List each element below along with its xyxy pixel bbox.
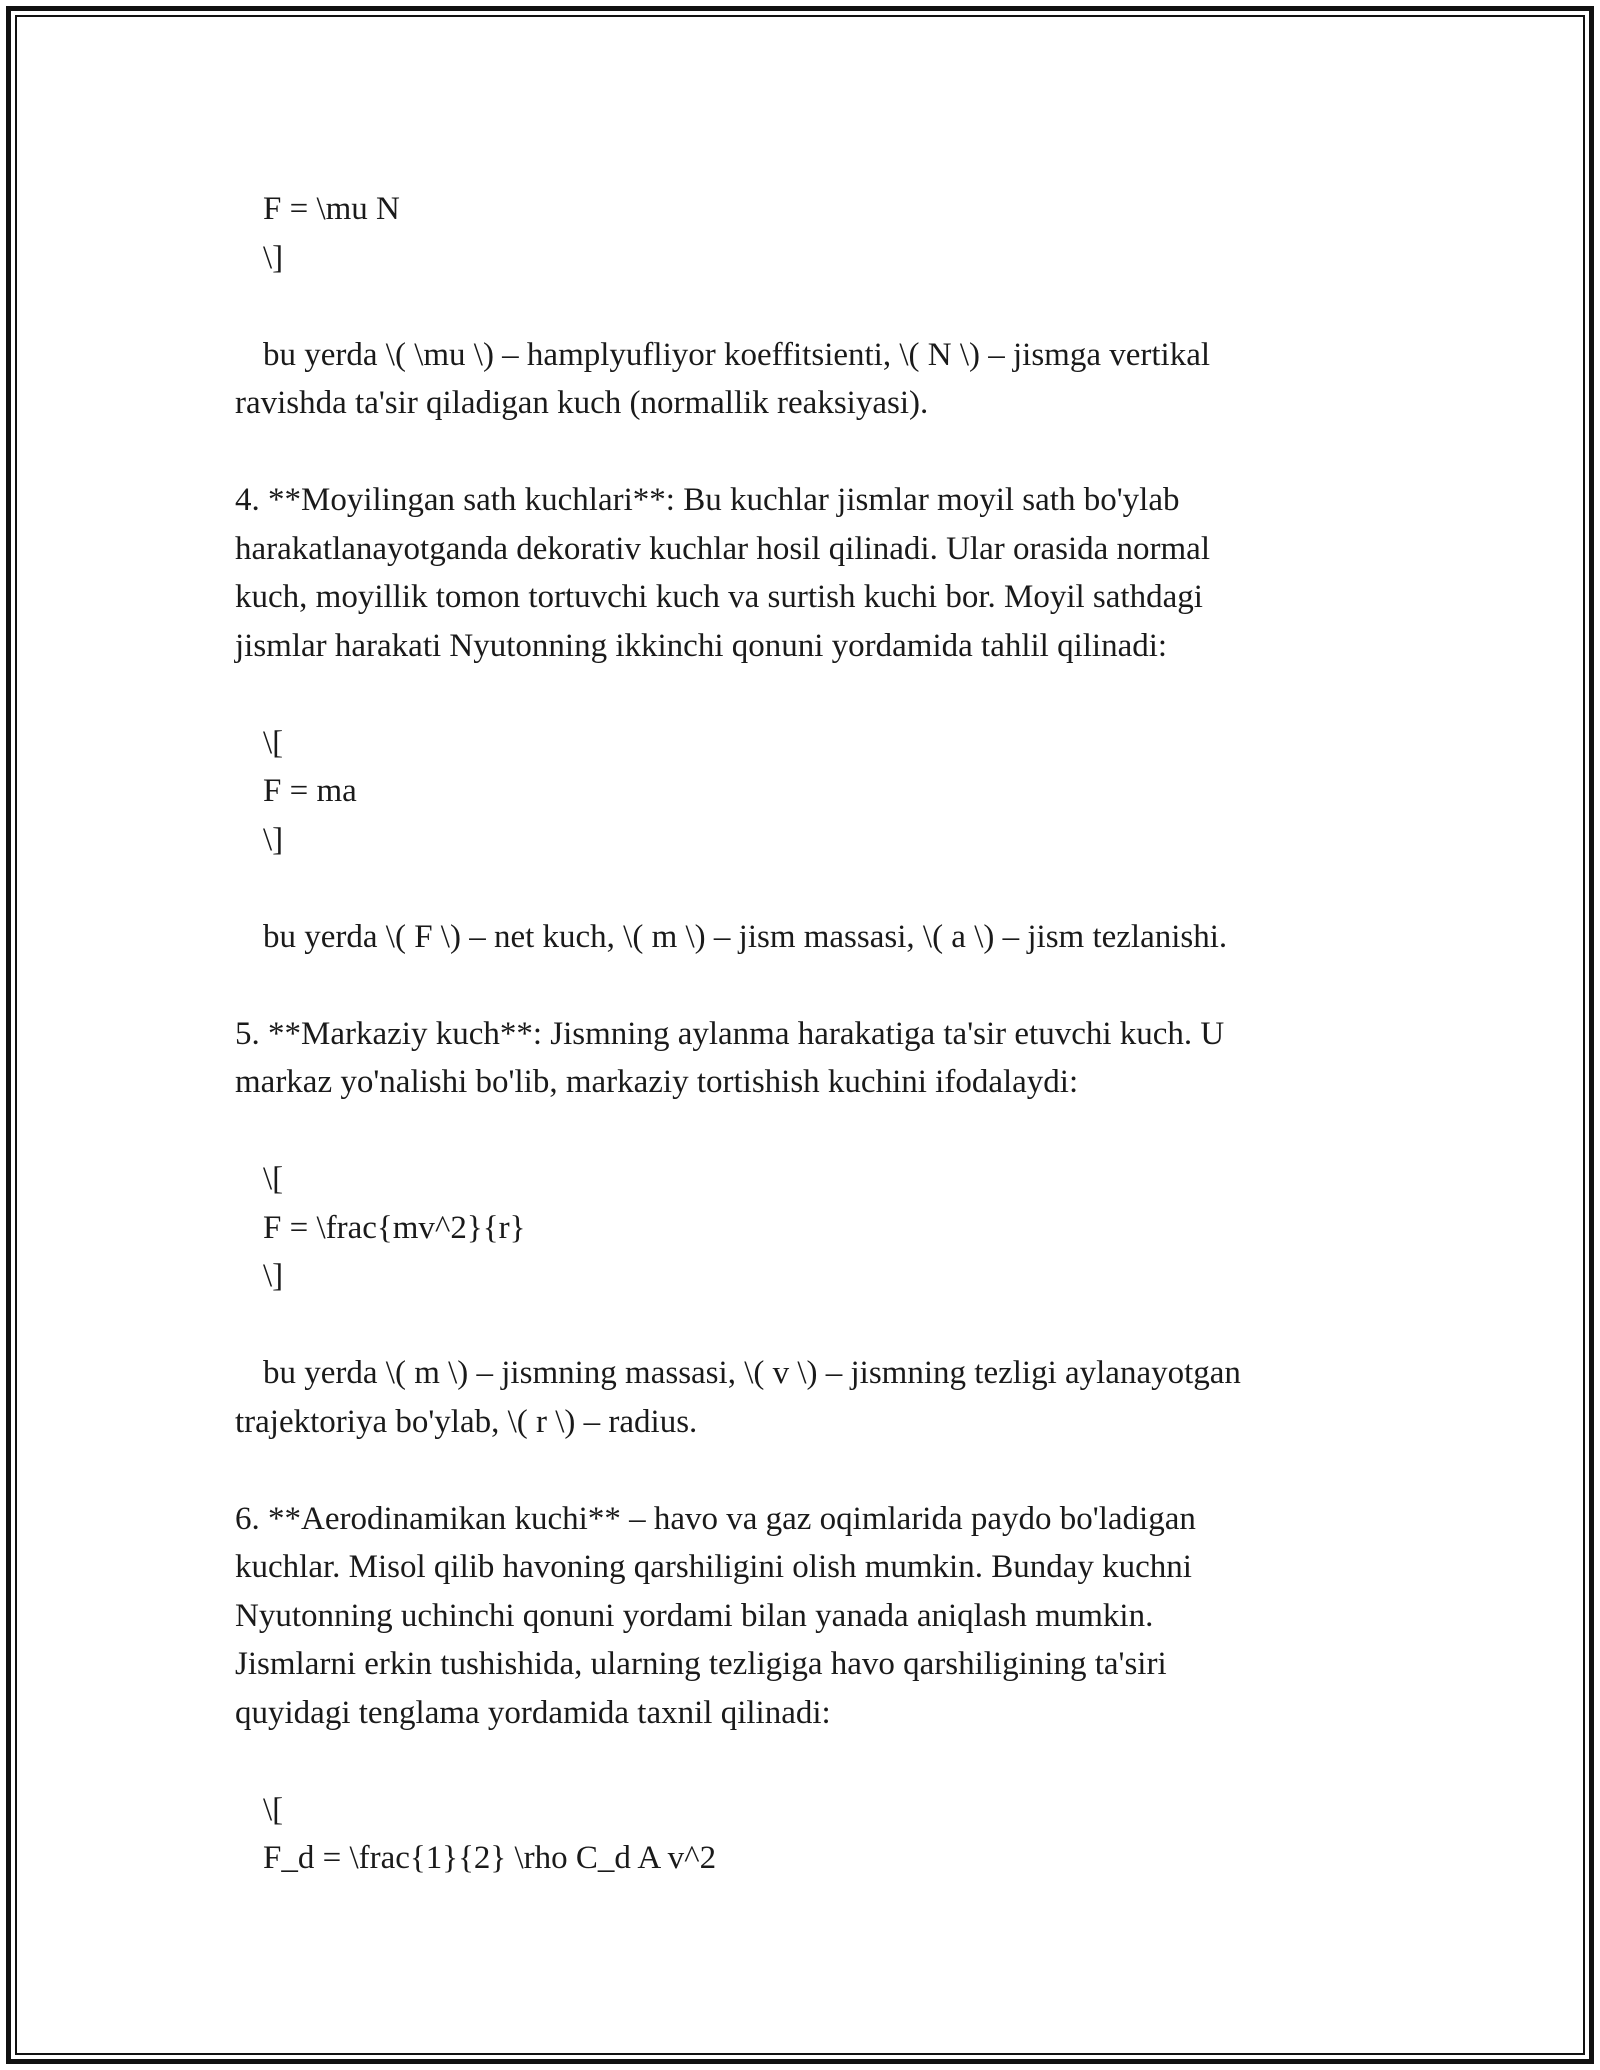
blank-line [235,1737,1365,1786]
text-line: 6. **Aerodinamikan kuchi** – havo va gaz oqimlarida paydo bo'ladigan [235,1500,1196,1537]
text-line: F_d = \frac{1}{2} \rho C_d A v^2 [263,1840,717,1876]
text-line: F = \mu N [263,191,400,227]
text-line: \] [263,1258,284,1294]
text-line: \[ [263,724,284,761]
text-line: 5. **Markaziy kuch**: Jismning aylanma harakatiga ta'sir etuvchi kuch. U [235,1015,1225,1052]
text-line: 4. **Moyilingan sath kuchlari**: Bu kuchlar jismlar moyil sath bo'ylab [235,482,1180,518]
blank-line [235,1301,1365,1350]
text-line: kuch, moyillik tomon tortuvchi kuch va surtish kuchi bor. Moyil sathdagi [235,579,1203,615]
text-line: kuchlar. Misol qilib havoning qarshiligini olish mumkin. Bunday kuchni [235,1549,1192,1585]
text-line: F = ma [263,773,357,809]
text-line: \[ [263,1791,284,1828]
blank-line [235,864,1365,913]
blank-line [235,670,1365,719]
text-line: jismlar harakati Nyutonning ikkinchi qonuni yordamida tahlil qilinadi: [235,627,1168,664]
text-line: bu yerda \( \mu \) – hamplyufliyor koeffitsienti, \( N \) – jismga vertikal [263,336,1211,373]
text-line: markaz yo'nalishi bo'lib, markaziy tortishish kuchini ifodalaydi: [235,1064,1079,1100]
text-line: ravishda ta'sir qiladigan kuch (normallik reaksiyasi). [235,385,929,421]
document-body [235,185,1365,1883]
text-line: trajektoriya bo'ylab, \( r \) – radius. [235,1403,698,1440]
blank-line [235,428,1365,477]
text-line: F = \frac{mv^2}{r} [263,1209,526,1246]
text-line: \] [263,239,284,276]
blank-line [235,1446,1365,1495]
text-line: Jismlarni erkin tushishida, ularning tezligiga havo qarshiligining ta'siri [235,1646,1167,1682]
text-line: \] [263,821,284,858]
text-line: \[ [263,1161,284,1197]
blank-line [235,961,1365,1010]
text-line: Nyutonning uchinchi qonuni yordami bilan yanada aniqlash mumkin. [235,1597,1154,1634]
text-line: harakatlanayotganda dekorativ kuchlar hosil qilinadi. Ular orasida normal [235,530,1210,567]
text-line: bu yerda \( m \) – jismning massasi, \( v \) – jismning tezligi aylanayotgan [263,1355,1241,1391]
text-line: bu yerda \( F \) – net kuch, \( m \) – jism massasi, \( a \) – jism tezlanishi. [263,918,1228,955]
text-line: quyidagi tenglama yordamida taxnil qilinadi: [235,1694,831,1731]
blank-line [235,282,1365,331]
blank-line [235,1107,1365,1156]
